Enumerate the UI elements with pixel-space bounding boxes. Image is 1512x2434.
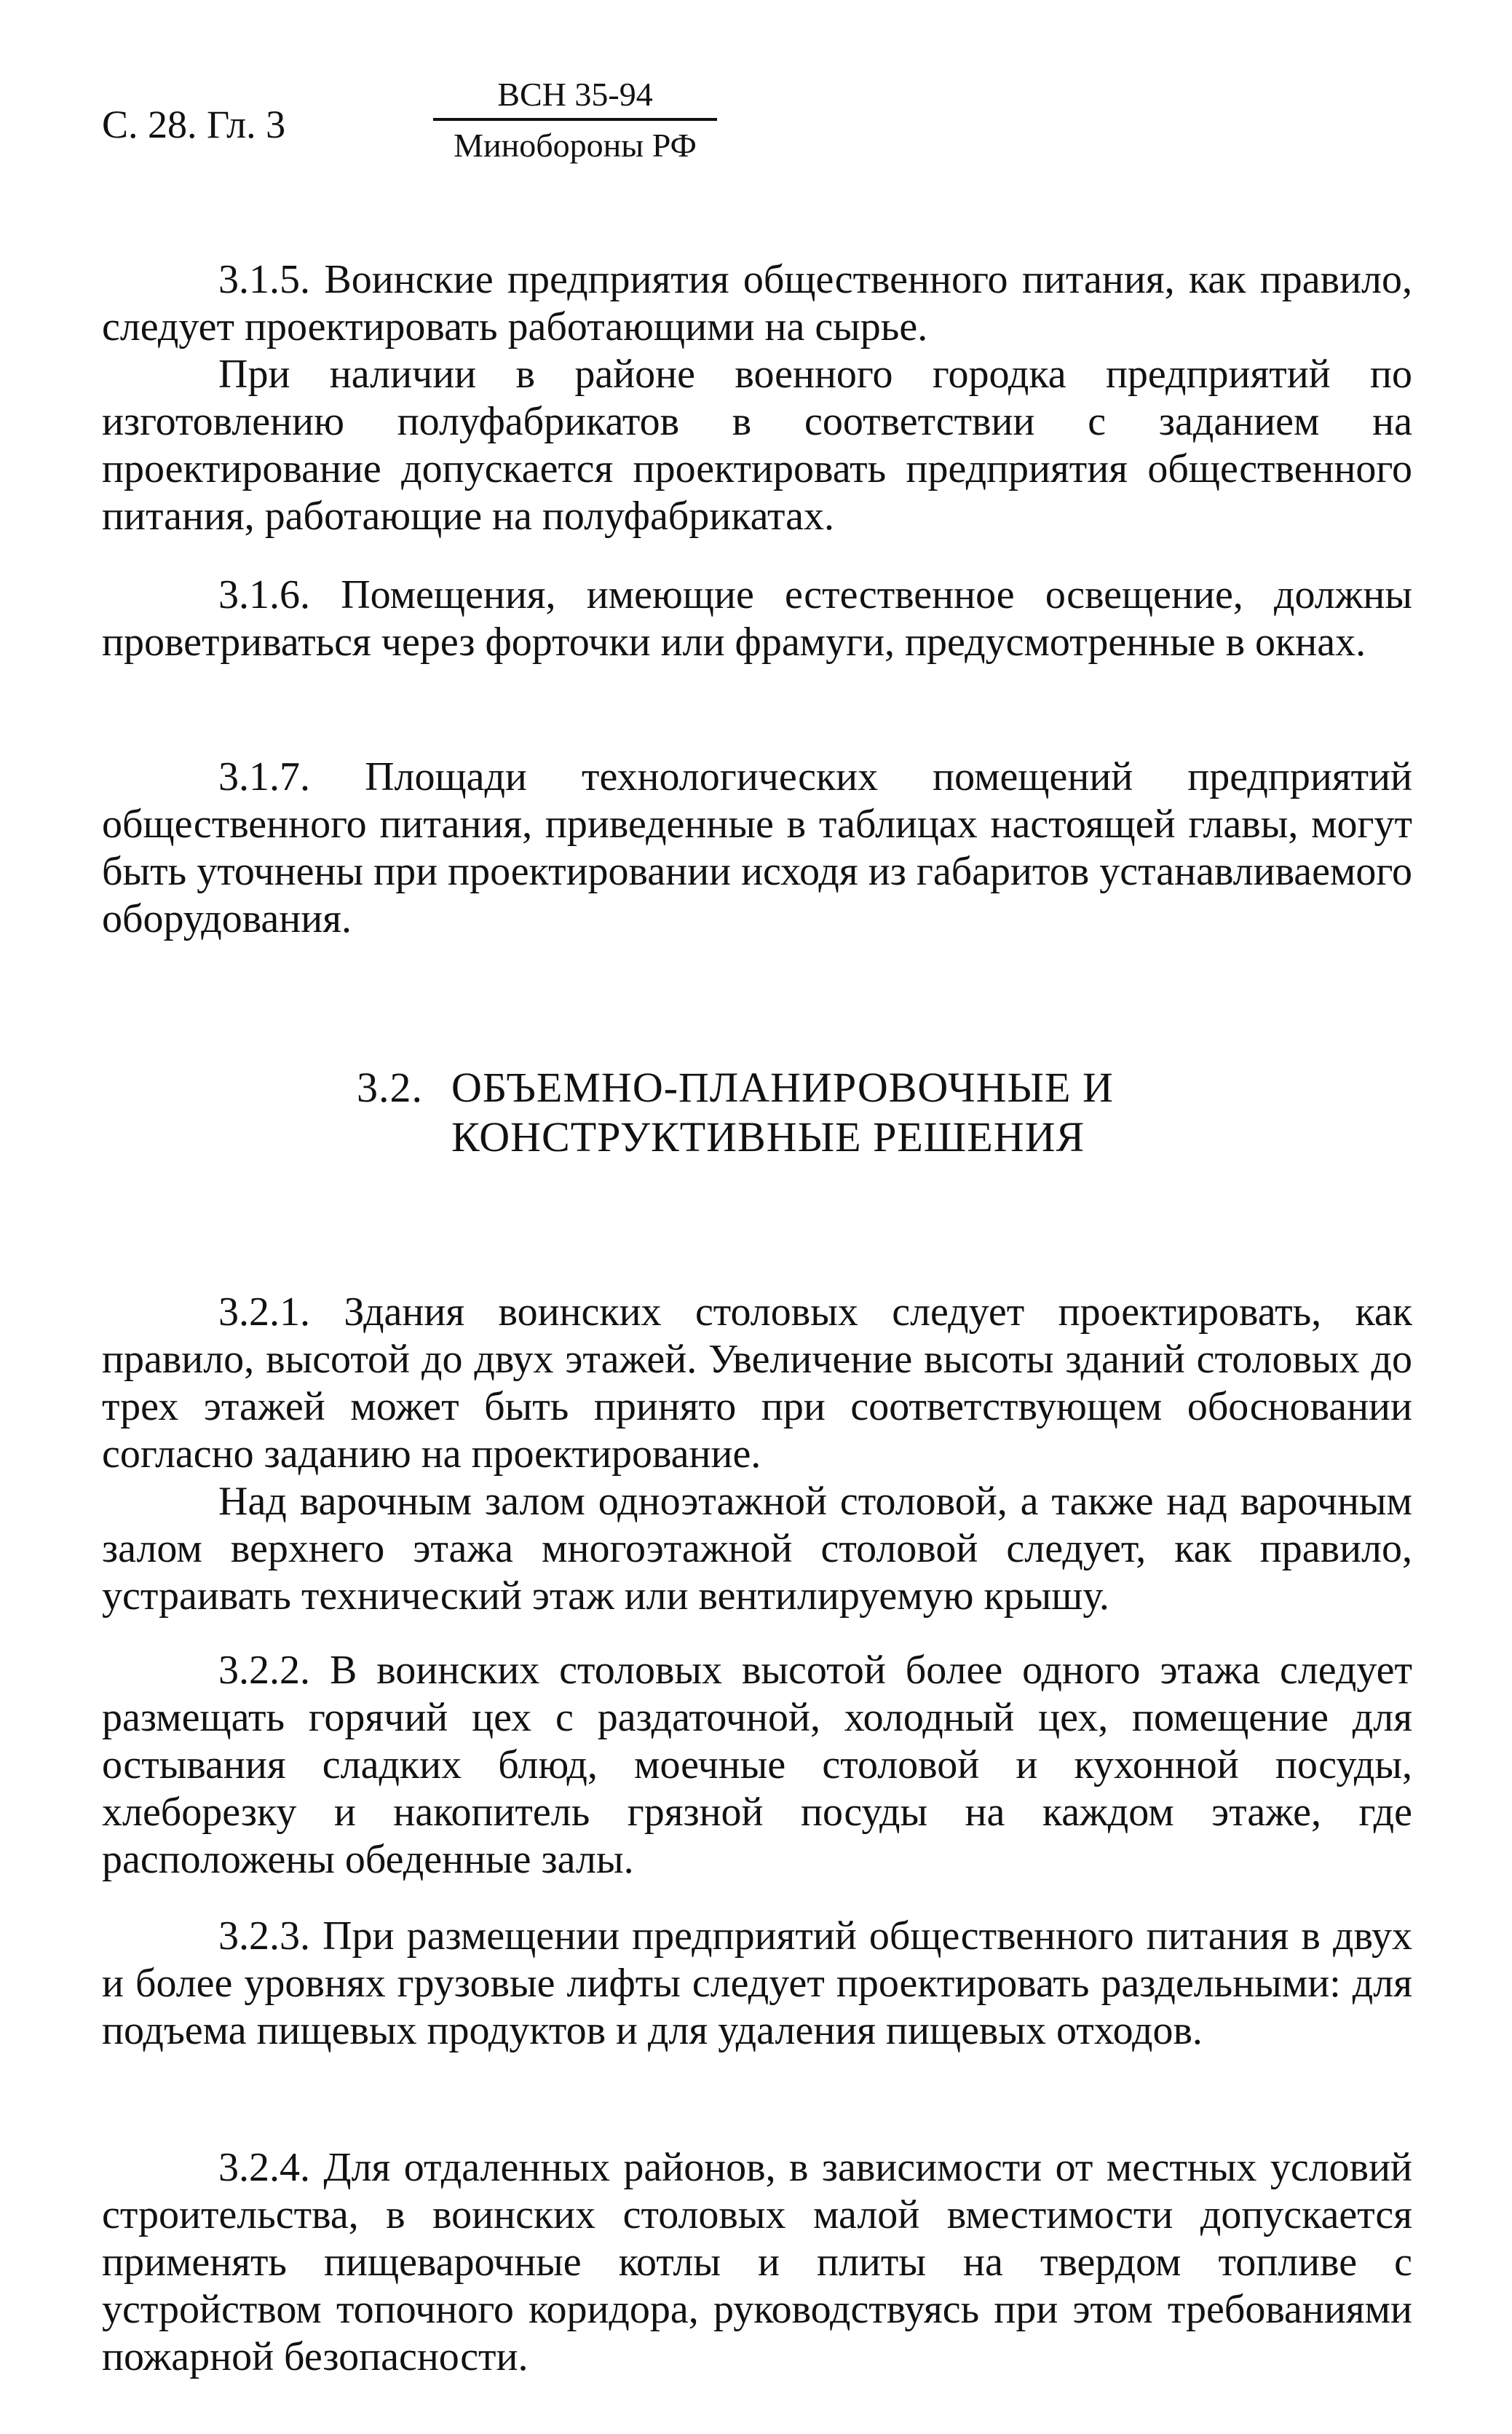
document-code-block <box>433 73 717 167</box>
clause-text: При наличии в районе военного городка предприятий по изготовлению полуфабрикатов в соответствии с заданием на проектирование допускается проектировать предприятия общественного питания, работающие на полуфабрикатах. <box>102 352 1412 539</box>
clause-paragraph <box>102 1478 1412 1620</box>
section-title-lines <box>451 1063 1114 1162</box>
clause-text: Для отдаленных районов, в зависимости от местных условий строительства, в воинских столовых малой вместимости допускается применять пищеварочные котлы и плиты на твердом топливе с устройством топочного коридора, руководствуясь при этом требованиями пожарной безопасности. <box>102 2145 1413 2379</box>
clause-paragraph <box>102 2144 1412 2381</box>
clause-text: Здания воинских столовых следует проектировать, как правило, высотой до двух этажей. Увеличение высоты зданий столовых до трех этажей может быть принято при соответствующем обосновании согласно заданию на проектирование. <box>102 1289 1412 1477</box>
clause-text: Воинские предприятия общественного питания, как правило, следует проектировать работающими на сырье. <box>102 257 1412 349</box>
document-code: ВСН 35-94 <box>497 76 653 113</box>
clause-number: 3.2.4. <box>218 2145 310 2190</box>
clause-3-2-2 <box>102 1647 1412 1884</box>
clause-paragraph <box>102 1913 1412 2055</box>
clause-3-1-5 <box>102 256 1412 540</box>
clause-3-1-6 <box>102 572 1412 666</box>
clause-paragraph <box>102 256 1412 351</box>
clause-number: 3.1.6. <box>218 572 310 617</box>
clause-3-2-3 <box>102 1913 1412 2055</box>
page-reference: С. 28. Гл. 3 <box>102 103 286 146</box>
clause-3-2-4 <box>102 2144 1412 2381</box>
section-title-line-1: ОБЪЕМНО-ПЛАНИРОВОЧНЫЕ И <box>451 1064 1114 1111</box>
issuing-organization: Минобороны РФ <box>454 127 697 164</box>
clause-paragraph <box>102 754 1412 943</box>
section-heading <box>357 1063 1376 1165</box>
clause-paragraph <box>102 1647 1412 1884</box>
clause-number: 3.2.3. <box>218 1913 310 1959</box>
clause-text: Площади технологических помещений предприятий общественного питания, приведенные в таблицах настоящей главы, могут быть уточнены при проектировании исходя из габаритов устанавливаемого оборудования. <box>102 754 1413 941</box>
clause-text: В воинских столовых высотой более одного этажа следует размещать горячий цех с раздаточной, холодный цех, помещение для остывания сладких блюд, моечные столовой и кухонной посуды, хлеборезку и накопитель грязной посуды на каждом этаже, где расположены обеденные залы. <box>102 1648 1412 1882</box>
page-header <box>102 73 697 167</box>
clause-paragraph <box>102 572 1412 666</box>
clause-number: 3.2.2. <box>218 1648 310 1693</box>
clause-text: При размещении предприятий общественного питания в двух и более уровнях грузовые лифты следует проектировать раздельными: для подъема пищевых продуктов и для удаления пищевых отходов. <box>102 1913 1412 2053</box>
clause-number: 3.2.1. <box>218 1289 310 1335</box>
clause-3-2-1 <box>102 1289 1412 1620</box>
clause-text: Над варочным залом одноэтажной столовой, а также над варочным залом верхнего этажа многоэтажной столовой следует, как правило, устраивать технический этаж или вентилируемую крышу. <box>102 1479 1412 1619</box>
section-title-line-2: КОНСТРУКТИВНЫЕ РЕШЕНИЯ <box>451 1113 1085 1161</box>
clause-paragraph <box>102 351 1412 540</box>
section-number: 3.2. <box>357 1064 423 1111</box>
clause-paragraph <box>102 1289 1412 1478</box>
clause-3-1-7 <box>102 754 1412 943</box>
header-divider <box>433 118 717 121</box>
clause-text: Помещения, имеющие естественное освещение, должны проветриваться через форточки или фрамуги, предусмотренные в окнах. <box>102 572 1413 665</box>
clause-number: 3.1.7. <box>218 754 310 799</box>
clause-number: 3.1.5. <box>218 257 310 302</box>
